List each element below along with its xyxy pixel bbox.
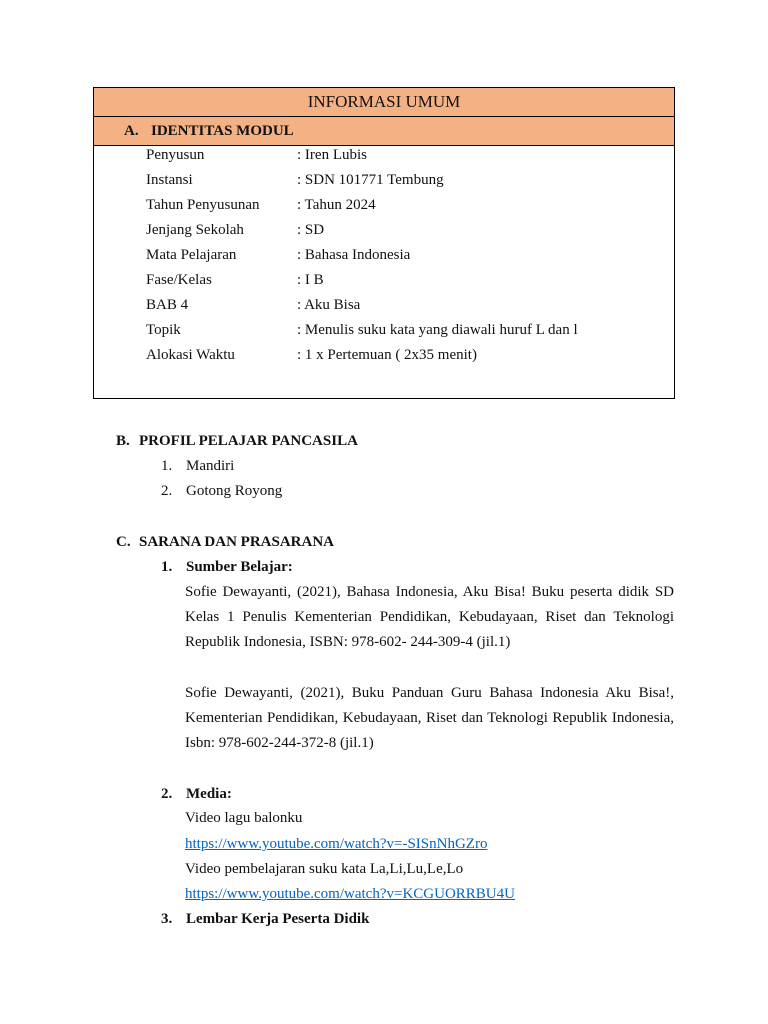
video-2-link[interactable]: https://www.youtube.com/watch?v=KCGUORRBU4U — [185, 886, 515, 902]
list-number: 1. — [161, 559, 173, 575]
section-c-title: SARANA DAN PRASARANA — [139, 534, 335, 550]
identity-value: : Bahasa Indonesia — [297, 247, 411, 263]
identity-row — [146, 245, 578, 270]
reference-text-1: Sofie Dewayanti, (2021), Bahasa Indonesia, Aku Bisa! Buku peserta didik SD Kelas 1 Penulis Kementerian Pendidikan, Kebudayaan, Riset dan Teknologi Republik Indonesia, ISBN: 978-602- 244-309-4 (jil.1) — [185, 584, 674, 650]
reference-paragraph — [185, 580, 674, 655]
identity-label: Alokasi Waktu — [146, 347, 235, 363]
list-number: 1. — [161, 458, 173, 474]
identity-value: : Menulis suku kata yang diawali huruf L dan l — [297, 322, 578, 338]
video-1-link[interactable]: https://www.youtube.com/watch?v=-SISnNhGZro — [185, 836, 488, 852]
identity-row — [146, 170, 578, 195]
identity-label: Tahun Penyusunan — [146, 197, 260, 213]
lkpd-heading — [161, 911, 369, 928]
identity-value: : 1 x Pertemuan ( 2x35 menit) — [297, 347, 477, 363]
identity-row — [146, 145, 578, 170]
identity-row — [146, 270, 578, 295]
info-table-title: INFORMASI UMUM — [94, 88, 674, 117]
list-number: 3. — [161, 911, 173, 927]
identity-row — [146, 220, 578, 245]
identity-row — [146, 320, 578, 345]
identity-value: : Tahun 2024 — [297, 197, 376, 213]
section-b-letter: B. — [116, 433, 130, 449]
section-b-heading — [116, 433, 358, 450]
identity-label: Instansi — [146, 172, 193, 188]
list-text: Mandiri — [186, 458, 235, 474]
list-item — [161, 483, 282, 500]
identity-value: : Aku Bisa — [297, 297, 361, 313]
sumber-belajar-title: Sumber Belajar: — [186, 559, 293, 575]
list-item — [161, 458, 234, 475]
video-2-label: Video pembelajaran suku kata La,Li,Lu,Le,Lo — [185, 861, 464, 877]
identity-row — [146, 345, 578, 370]
identity-label: BAB 4 — [146, 297, 189, 313]
identity-row — [146, 195, 578, 220]
section-a-letter: A. — [124, 123, 139, 139]
section-b-title: PROFIL PELAJAR PANCASILA — [139, 433, 358, 449]
identity-rows — [146, 145, 578, 370]
identity-label: Jenjang Sekolah — [146, 222, 244, 238]
info-table — [93, 87, 675, 399]
media-heading — [161, 786, 232, 803]
identity-value: : I B — [297, 272, 324, 288]
identity-row — [146, 295, 578, 320]
identity-label: Penyusun — [146, 147, 205, 163]
identity-label: Mata Pelajaran — [146, 247, 237, 263]
reference-text-2: Sofie Dewayanti, (2021), Buku Panduan Guru Bahasa Indonesia Aku Bisa!, Kementerian Pendidikan, Kebudayaan, Riset dan Teknologi Republik Indonesia, Isbn: 978-602-244-372-8 (jil.1) — [185, 685, 674, 751]
section-c-letter: C. — [116, 534, 131, 550]
identity-value: : SD — [297, 222, 325, 238]
section-a-heading — [94, 117, 674, 146]
identity-value: : Iren Lubis — [297, 147, 367, 163]
lkpd-title: Lembar Kerja Peserta Didik — [186, 911, 370, 927]
list-number: 2. — [161, 483, 173, 499]
media-title: Media: — [186, 786, 232, 802]
identity-value: : SDN 101771 Tembung — [297, 172, 444, 188]
section-a-title: IDENTITAS MODUL — [151, 123, 294, 139]
identity-label: Fase/Kelas — [146, 272, 212, 288]
sumber-belajar-heading — [161, 559, 293, 576]
identity-label: Topik — [146, 322, 181, 338]
list-number: 2. — [161, 786, 173, 802]
section-c-heading — [116, 534, 334, 551]
list-text: Gotong Royong — [186, 483, 283, 499]
reference-paragraph — [185, 681, 674, 756]
video-1-label: Video lagu balonku — [185, 810, 303, 826]
